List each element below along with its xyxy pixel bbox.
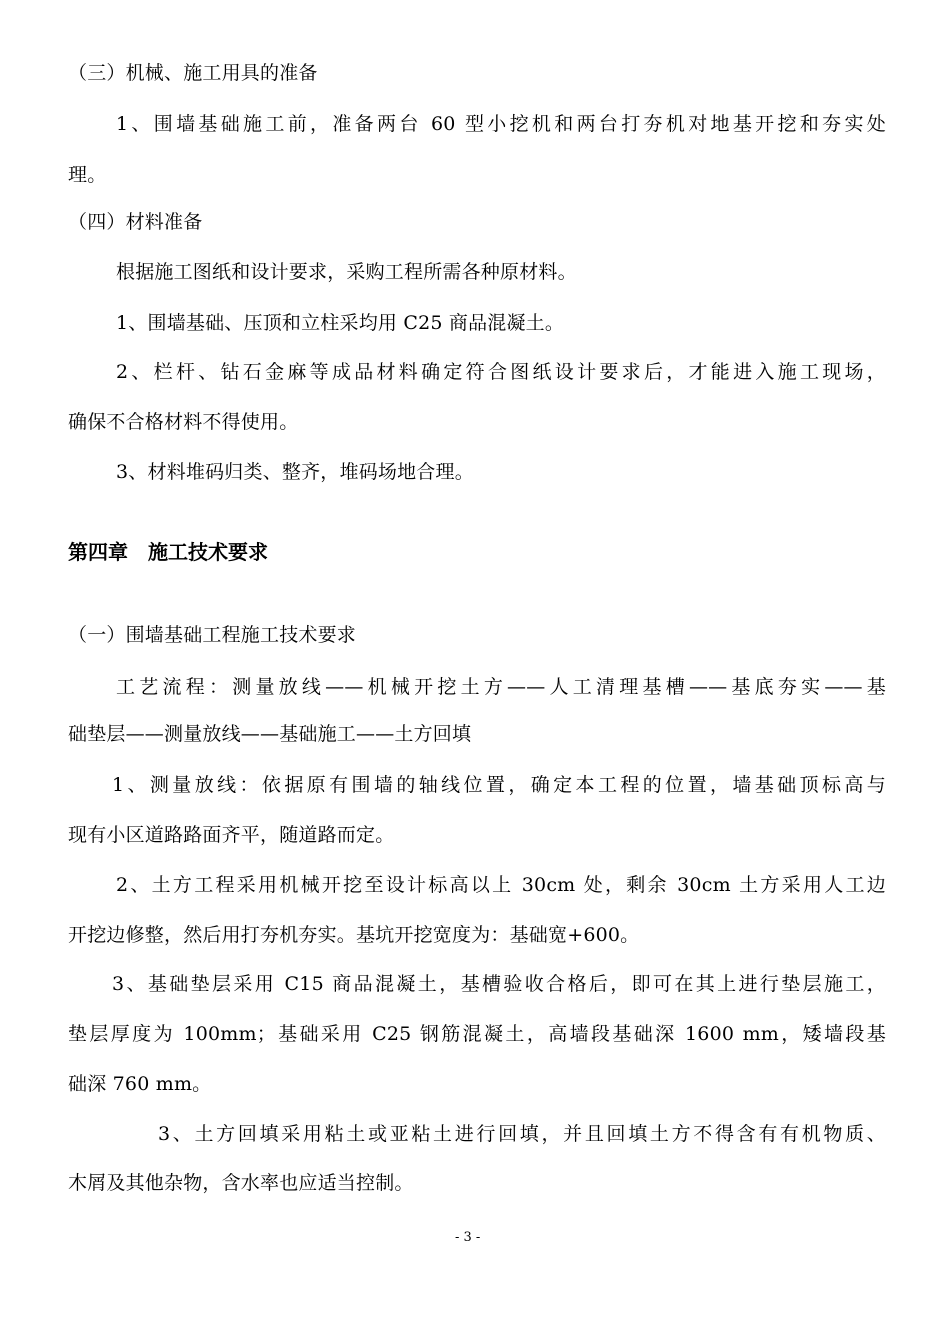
paragraph-earthwork-line1: 2、土方工程采用机械开挖至设计标高以上 30cm 处，剩余 30cm 土方采用人工边 [116,874,886,896]
paragraph-earthwork-line2: 开挖边修整，然后用打夯机夯实。基坑开挖宽度为：基础宽+600。 [68,924,640,946]
paragraph-machinery-item1-line2: 理。 [68,164,107,186]
paragraph-materials-item2-line2: 确保不合格材料不得使用。 [68,411,299,433]
paragraph-cushion-line3: 础深 760 mm。 [68,1073,212,1095]
paragraph-backfill-line1: 3、土方回填采用粘土或亚粘土进行回填，并且回填土方不得含有有机物质、 [158,1123,886,1145]
paragraph-machinery-item1-line1: 1、围墙基础施工前，准备两台 60 型小挖机和两台打夯机对地基开挖和夯实处 [116,113,886,135]
paragraph-backfill-line2: 木屑及其他杂物，含水率也应适当控制。 [68,1172,414,1194]
page-number: - 3 - [455,1230,481,1245]
paragraph-survey-line1: 1、测量放线：依据原有围墙的轴线位置，确定本工程的位置，墙基础顶标高与 [112,774,886,796]
paragraph-survey-line2: 现有小区道路路面齐平，随道路而定。 [68,824,395,846]
paragraph-materials-item2-line1: 2、栏杆、钻石金麻等成品材料确定符合图纸设计要求后，才能进入施工现场， [116,361,886,383]
paragraph-cushion-line1: 3、基础垫层采用 C15 商品混凝土，基槽验收合格后，即可在其上进行垫层施工， [112,973,886,995]
paragraph-materials-item1: 1、围墙基础、压顶和立柱采均用 C25 商品混凝土。 [116,312,565,334]
chapter-heading: 第四章 施工技术要求 [68,540,268,564]
paragraph-process-flow-line1: 工艺流程：测量放线——机械开挖土方——人工清理基槽——基底夯实——基 [116,676,886,698]
paragraph-cushion-line2: 垫层厚度为 100mm；基础采用 C25 钢筋混凝土，高墙段基础深 1600 mm，矮墙段基 [68,1023,886,1045]
subsection-title-foundation: （一）围墙基础工程施工技术要求 [68,624,357,646]
section-title-machinery: （三）机械、施工用具的准备 [68,62,318,84]
paragraph-materials-item3: 3、材料堆码归类、整齐，堆码场地合理。 [116,461,474,483]
paragraph-materials-intro: 根据施工图纸和设计要求，采购工程所需各种原材料。 [116,261,577,283]
section-title-materials: （四）材料准备 [68,211,203,233]
paragraph-process-flow-line2: 础垫层——测量放线——基础施工——土方回填 [68,723,472,745]
